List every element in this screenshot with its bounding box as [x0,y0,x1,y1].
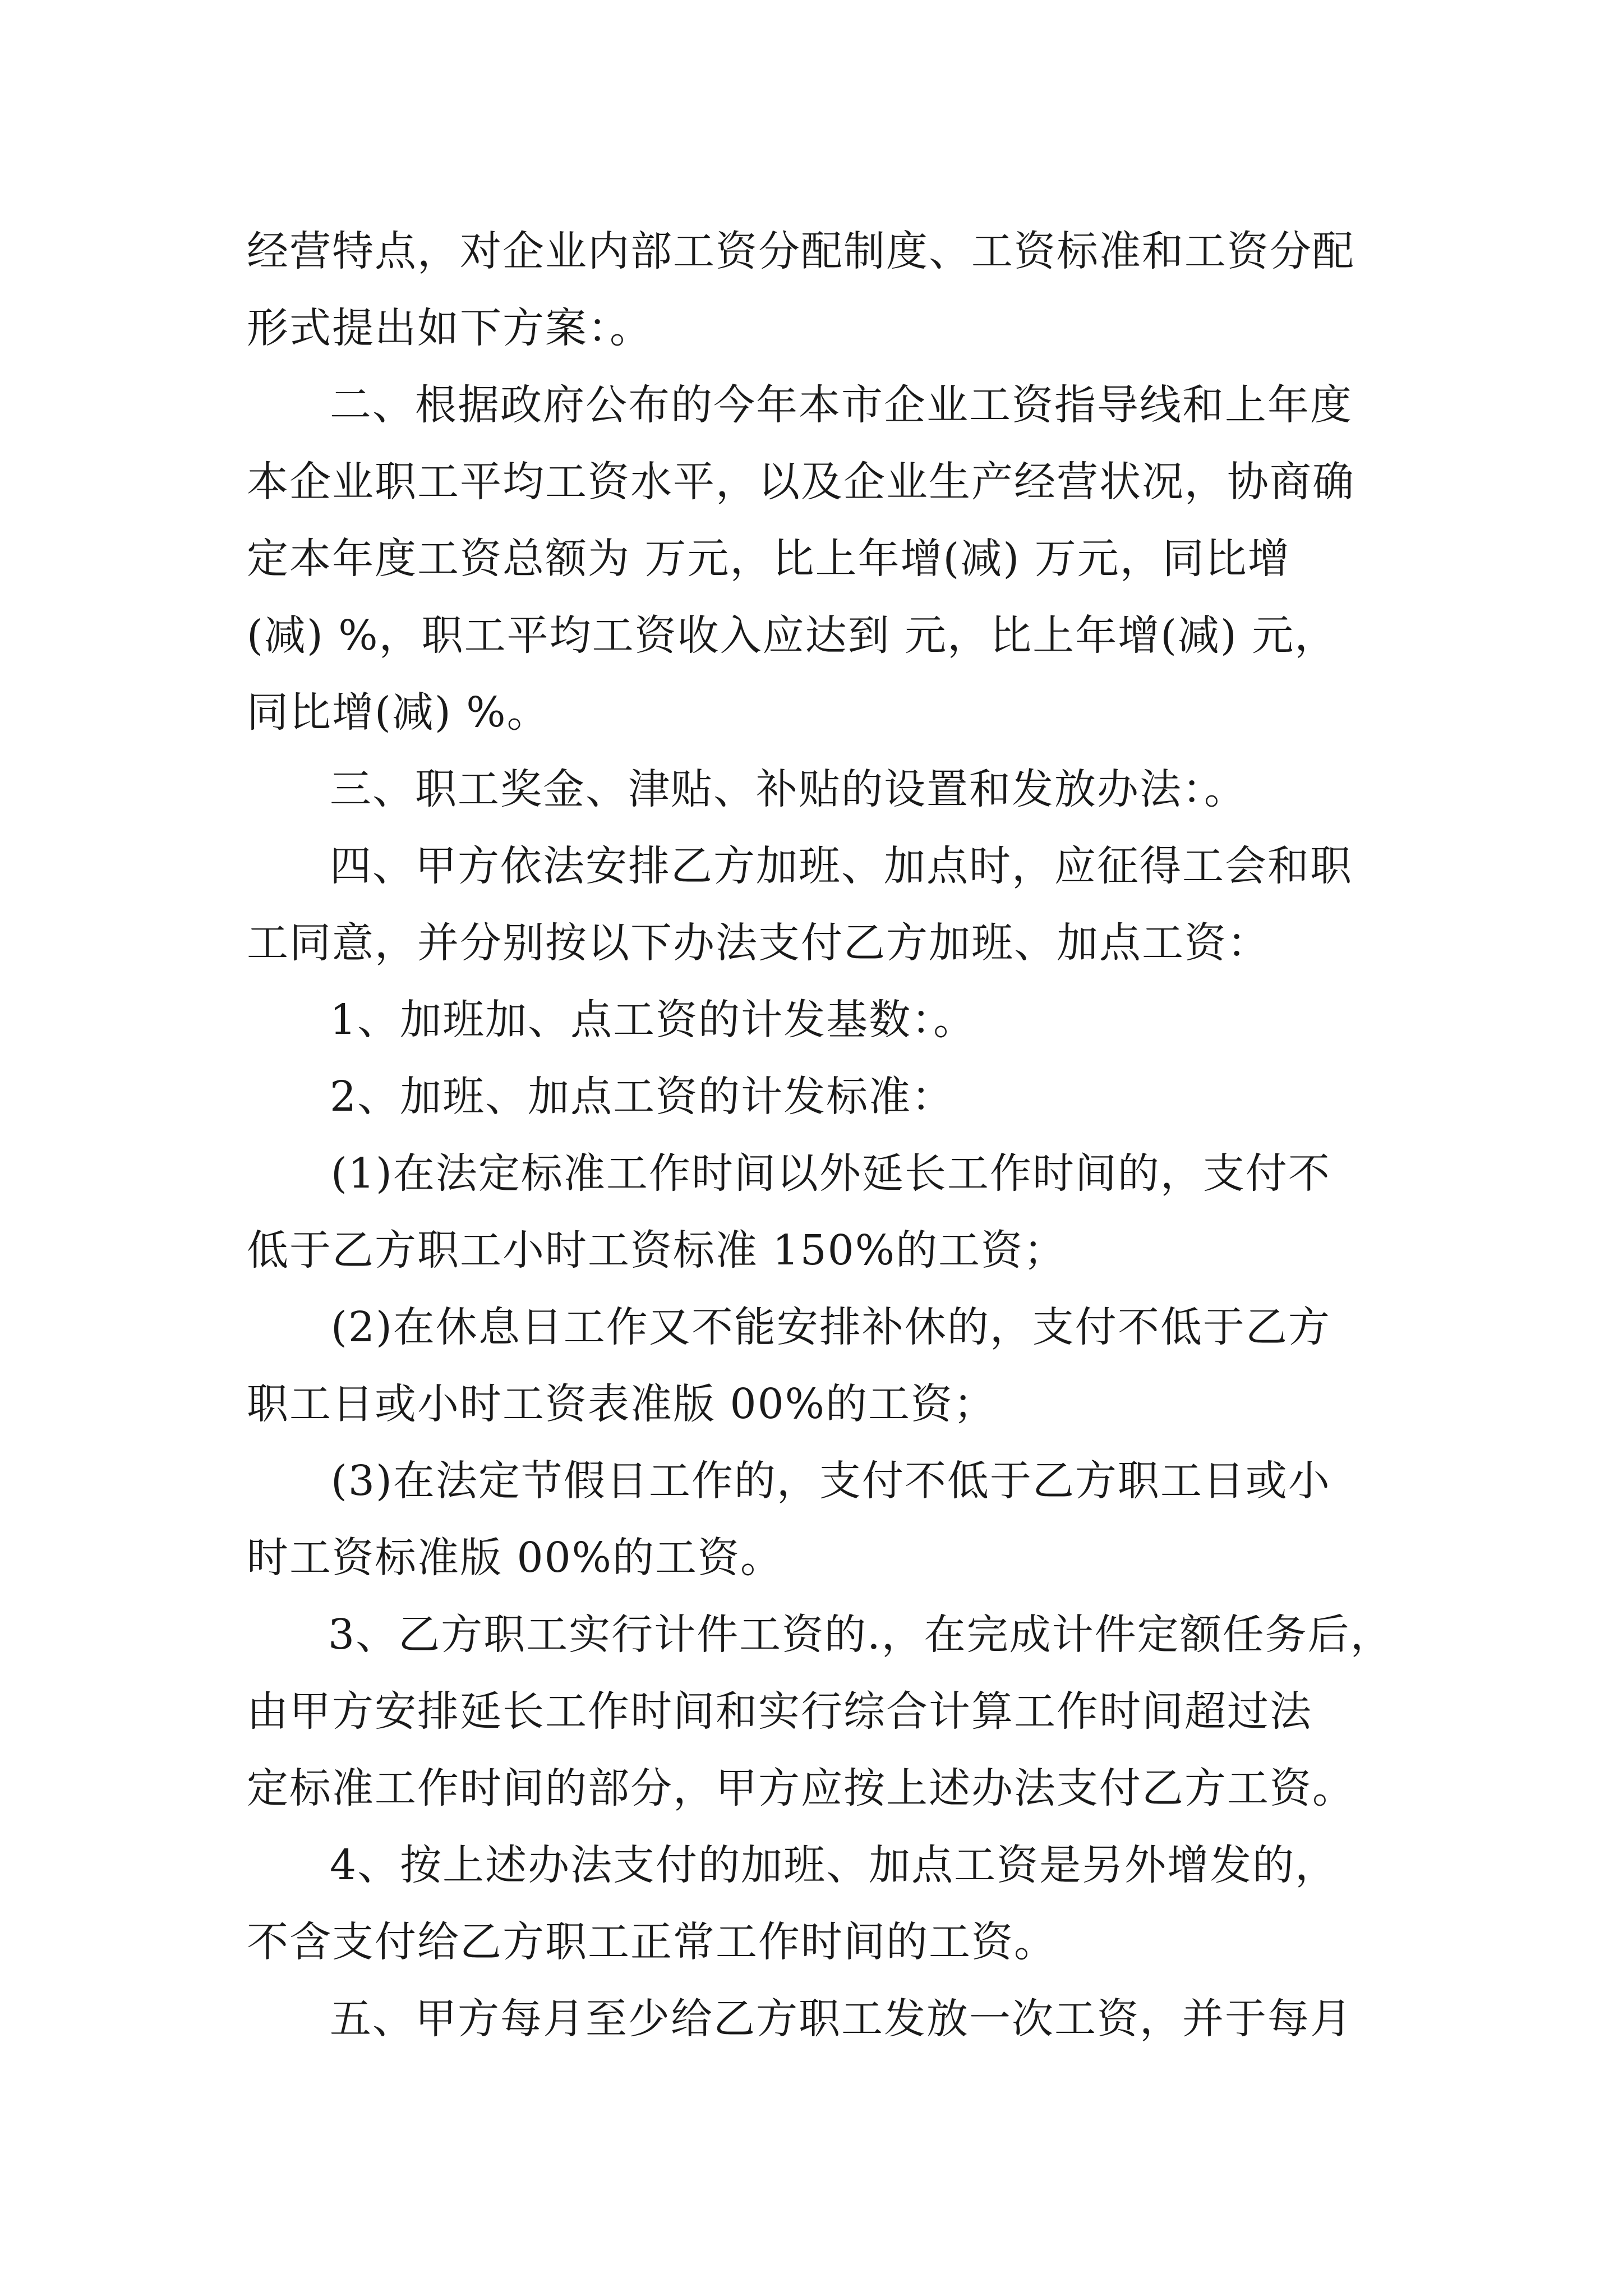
text-line: 本企业职工平均工资水平，以及企业生产经营状况，协商确 [247,458,1355,506]
text-line: 由甲方安排延长工作时间和实行综合计算工作时间超过法 [247,1687,1312,1736]
paragraph-three-start: 三、职工奖金、津贴、补贴的设置和发放办法：。 [330,765,1247,813]
text-line: 定本年度工资总额为 万元，比上年增(减) 万元，同比增 [247,535,1290,583]
item-two: 2、加班、加点工资的计发标准： [330,1073,955,1121]
item-one: 1、加班加、点工资的计发基数：。 [330,996,976,1044]
text-line: 经营特点，对企业内部工资分配制度、工资标准和工资分配 [247,227,1355,275]
subitem-one-start: (1)在法定标准工作时间以外延长工作时间的，支付不 [331,1149,1331,1198]
text-line: 同比增(减) %。 [247,688,550,737]
text-line: 不含支付给乙方职工正常工作时间的工资。 [247,1918,1057,1966]
item-three-start: 3、乙方职工实行计件工资的.，在完成计件定额任务后， [328,1611,1393,1659]
paragraph-two-start: 二、根据政府公布的今年本市企业工资指导线和上年度 [330,381,1353,429]
document-body [247,213,1393,2058]
text-line: 定标准工作时间的部分，甲方应按上述办法支付乙方工资。 [247,1764,1355,1812]
subitem-three-start: (3)在法定节假日工作的，支付不低于乙方职工日或小 [331,1457,1331,1505]
text-line: (减) %，职工平均工资收入应达到 元，比上年增(减) 元， [247,611,1338,660]
subitem-two-start: (2)在休息日工作又不能安排补休的，支付不低于乙方 [331,1303,1331,1351]
paragraph-five-start: 五、甲方每月至少给乙方职工发放一次工资，并于每月 [330,1995,1353,2043]
text-line: 工同意，并分别按以下办法支付乙方加班、加点工资： [247,919,1270,967]
text-line: 职工日或小时工资表准版 00%的工资； [247,1380,996,1428]
paragraph-four-start: 四、甲方依法安排乙方加班、加点时，应征得工会和职 [330,842,1353,890]
text-line: 时工资标准版 00%的工资。 [247,1534,783,1582]
item-four-start: 4、按上述办法支付的加班、加点工资是另外增发的， [330,1841,1338,1889]
text-line: 形式提出如下方案：。 [247,304,652,352]
text-line: 低于乙方职工小时工资标准 150%的工资； [247,1226,1067,1274]
